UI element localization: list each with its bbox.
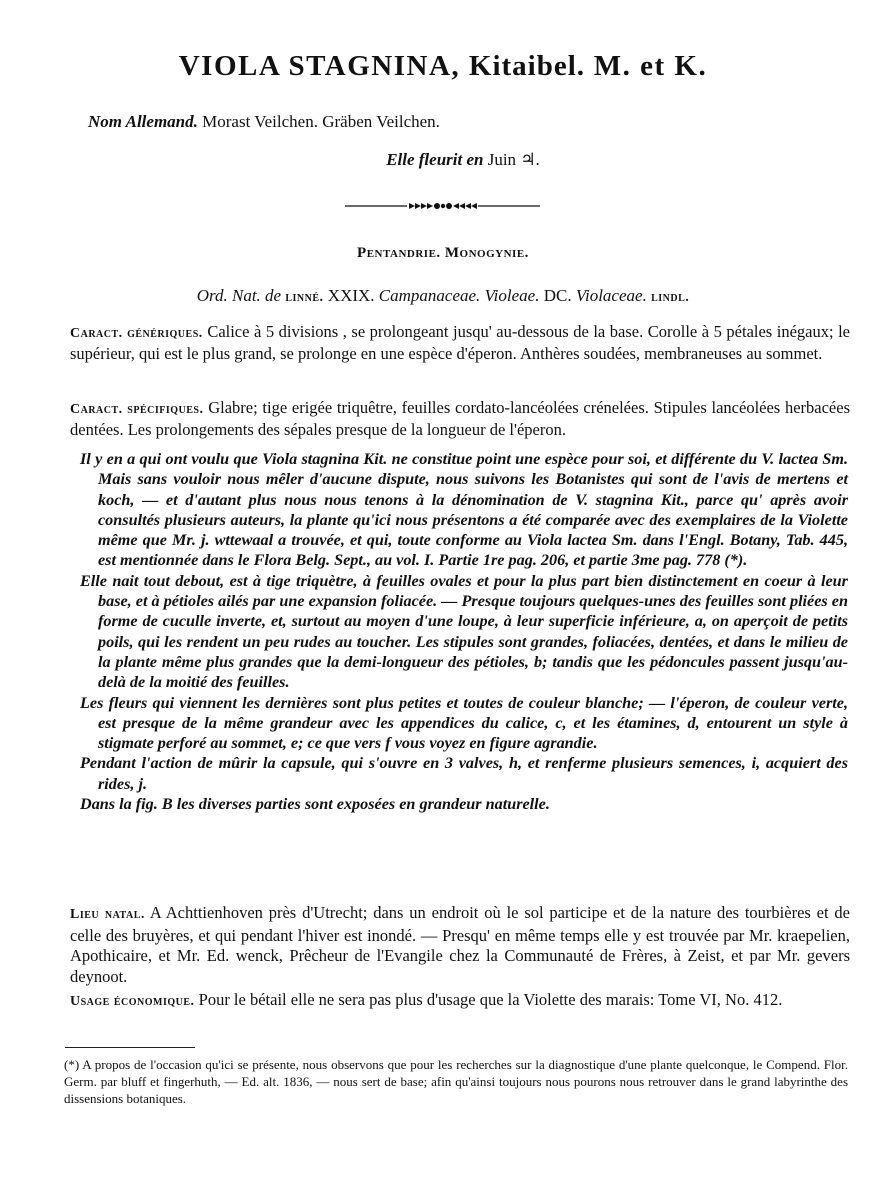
- classification-line: [0, 245, 886, 262]
- page-title: [0, 50, 886, 83]
- footnote-text: (*) A propos de l'occasion qu'ici se présente, nous observons que pour les recherches sur la diagnostique d'une plante quelconque, le Compend. Flor. Germ. par bluff et fingerhuth, — Ed. alt. 1836, — nous sert de base; afin qu'ainsi toujours nous pourons nous retrouver dans le grand labyrinthe des dissensions botaniques.: [64, 1057, 848, 1106]
- generic-characters-text: Calice à 5 divisions , se prolongeant jusqu' au-dessous de la base. Corolle à 5 pétales inégaux; le supérieur, qui est le plus grand, se prolonge en une espèce d'éperon. Anthères soudées, membraneuses au sommet.: [70, 322, 851, 363]
- native-location-label: Lieu natal.: [70, 907, 145, 922]
- flowering-month: Juin: [487, 150, 517, 169]
- native-location-text: A Achttienhoven près d'Utrecht; dans un endroit où le sol participe et de la nature des tourbières et de celle des bruyères, et qui pendant l'hiver est inondé. — Presqu' en même temps elle y est trouvée par Mr. kraepelien, Apothicaire, et Mr. Ed. wenck, Prêcheur de l'Evangile chez la Communauté de Frères, à Zeist, et par Mr. gevers deynoot.: [70, 903, 850, 986]
- title-suffix: M. et K.: [593, 50, 708, 82]
- observations: [80, 449, 848, 814]
- observation-paragraph: Il y en a qui ont voulu que Viola stagnina Kit. ne constitue point une espèce pour soi, et différente du V. lactea Sm. Mais sans vouloir nous mêler d'aucune dispute, nous suivons les Botanistes qui sont de l'avis de mertens et koch, — et d'autant plus nous nous tenons à la dénomination de V. stagnina Kit., parce qu' après avoir consultés plusieurs auteurs, la plante qu'ici nous présentons a été comparée avec des exemplaires de la Violette même que Mr. j. wttewaal a trouvée, et qui, toute conforme au Viola lactea Sm. dans l'Engl. Botany, Tab. 445, est mentionnée dans le Flora Belg. Sept., au vol. I. Partie 1re pag. 206, et partie 3me pag. 778 (*).: [80, 450, 848, 570]
- economic-usage: [70, 990, 850, 1012]
- specific-characters: [70, 398, 850, 440]
- title-author: Kitaibel.: [468, 50, 586, 82]
- footnote: [46, 1056, 848, 1107]
- specific-characters-text: Glabre; tige erigée triquêtre, feuilles cordato-lancéolées crénelées. Stipules lancéolées herbacées dentées. Les prolongements des sépales presque de la longueur de l'éperon.: [70, 398, 850, 439]
- generic-characters: [70, 322, 850, 364]
- specific-characters-label: Caract. spécifiques.: [70, 402, 204, 417]
- jupiter-symbol: ♃.: [520, 150, 540, 169]
- order-label: Ord. Nat. de: [196, 286, 282, 305]
- generic-characters-label: Caract. génériques.: [70, 326, 203, 341]
- economic-usage-label: Usage économique.: [70, 994, 195, 1009]
- ornament-divider: [345, 199, 540, 213]
- economic-usage-text: Pour le bétail elle ne sera pas plus d'usage que la Violette des marais: Tome VI, No. 412.: [198, 990, 783, 1009]
- natural-order-line: [0, 286, 886, 306]
- observation-paragraph: Dans la fig. B les diverses parties sont exposées en grandeur naturelle.: [80, 795, 550, 814]
- observation-paragraph: Elle nait tout debout, est à tige triquètre, à feuilles ovales et pour la plus part bien distinctement en coeur à leur base, et à pétioles ailés par une expansion foliacée. — Presque toujours quelques-unes des feuilles sont pliées en forme de cuculle inverte, et, surtout au moyen d'une loupe, à leur superficie inférieure, a, on aperçoit de petits poils, qui les rendent un peu rudes au toucher. Les stipules sont grandes, foliacées, dentées, et dans le milieu de la plante même plus grandes que la demi-longueur des pétioles, b; tandis que les pédoncules passent jusqu'au-delà de la moitié des feuilles.: [80, 571, 848, 692]
- order-linne: linné.: [285, 290, 324, 305]
- german-name-value: Morast Veilchen. Gräben Veilchen.: [202, 112, 440, 131]
- classification-text: Pentandrie. Monogynie.: [357, 245, 529, 261]
- german-name-line: [88, 112, 440, 132]
- flowering-line: [0, 150, 886, 170]
- order-dc: DC.: [543, 286, 572, 305]
- observation-paragraph: Les fleurs qui viennent les dernières sont plus petites et toutes de couleur blanche; — l'éperon, de couleur verte, est presque de la même grandeur avec les appendices du calice, c, et les étamines, d, entourent un style à stigmate perforé au sommet, e; ce que vers f vous voyez en figure agrandie.: [80, 693, 848, 753]
- order-number: XXIX.: [327, 286, 375, 305]
- order-lindl: lindl.: [651, 290, 690, 305]
- german-name-label: Nom Allemand.: [88, 112, 198, 131]
- native-location: [70, 903, 850, 987]
- footnote-rule: [65, 1047, 195, 1048]
- title-species: VIOLA STAGNINA,: [178, 50, 461, 82]
- observation-paragraph: Pendant l'action de mûrir la capsule, qui s'ouvre en 3 valves, h, et renferme plusieurs semences, i, acquiert des rides, j.: [80, 754, 848, 793]
- order-violaceae: Violaceae.: [575, 286, 647, 305]
- order-family: Campanaceae.: [378, 286, 481, 305]
- flowering-label: Elle fleurit en: [386, 150, 484, 169]
- order-tribe: Violeae.: [484, 286, 540, 305]
